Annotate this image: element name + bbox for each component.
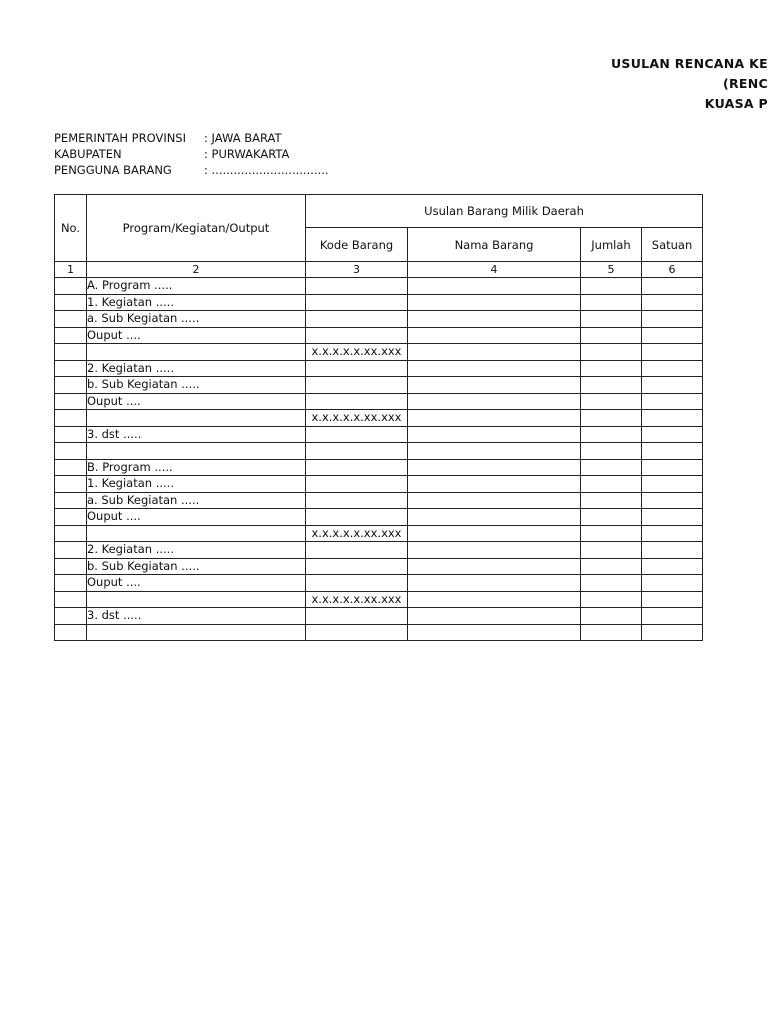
meta-value: : PURWAKARTA xyxy=(204,147,290,161)
cell-no xyxy=(55,410,87,427)
cell-no xyxy=(55,476,87,493)
cell-nama-barang xyxy=(408,591,581,608)
cell-program xyxy=(87,410,306,427)
table-row xyxy=(55,360,703,377)
cell-program: b. Sub Kegiatan ..... xyxy=(87,377,306,394)
cell-program: Ouput .... xyxy=(87,509,306,526)
meta-row-provinsi xyxy=(54,130,329,146)
table-row xyxy=(55,311,703,328)
cell-kode-barang xyxy=(306,393,408,410)
cell-kode-barang xyxy=(306,311,408,328)
header-no: No. xyxy=(55,195,87,262)
header-program: Program/Kegiatan/Output xyxy=(87,195,306,262)
cell-program xyxy=(87,591,306,608)
cell-jumlah xyxy=(581,624,642,641)
table-row xyxy=(55,492,703,509)
table-row xyxy=(55,327,703,344)
cell-satuan xyxy=(642,327,703,344)
cell-jumlah xyxy=(581,426,642,443)
cell-kode-barang xyxy=(306,509,408,526)
cell-kode-barang xyxy=(306,492,408,509)
cell-nama-barang xyxy=(408,525,581,542)
table-row xyxy=(55,476,703,493)
cell-kode-barang xyxy=(306,608,408,625)
cell-no xyxy=(55,608,87,625)
cell-satuan xyxy=(642,624,703,641)
cell-program xyxy=(87,443,306,460)
cell-satuan xyxy=(642,558,703,575)
cell-kode-barang xyxy=(306,443,408,460)
cell-jumlah xyxy=(581,525,642,542)
cell-program xyxy=(87,525,306,542)
cell-nama-barang xyxy=(408,492,581,509)
cell-no xyxy=(55,426,87,443)
cell-nama-barang xyxy=(408,294,581,311)
cell-satuan xyxy=(642,443,703,460)
cell-kode-barang xyxy=(306,294,408,311)
cell-no xyxy=(55,294,87,311)
cell-no xyxy=(55,509,87,526)
cell-program: 2. Kegiatan ..... xyxy=(87,542,306,559)
cell-nama-barang xyxy=(408,476,581,493)
cell-jumlah xyxy=(581,344,642,361)
cell-jumlah xyxy=(581,542,642,559)
cell-nama-barang xyxy=(408,575,581,592)
meta-value: : ................................ xyxy=(204,163,329,177)
cell-jumlah xyxy=(581,591,642,608)
cell-satuan xyxy=(642,311,703,328)
table-row xyxy=(55,608,703,625)
cell-nama-barang xyxy=(408,327,581,344)
cell-kode-barang: x.x.x.x.x.xx.xxx xyxy=(306,525,408,542)
cell-program: 1. Kegiatan ..... xyxy=(87,476,306,493)
cell-jumlah xyxy=(581,278,642,295)
cell-program: 3. dst ..... xyxy=(87,426,306,443)
cell-program: 2. Kegiatan ..... xyxy=(87,360,306,377)
meta-value: : JAWA BARAT xyxy=(204,131,282,145)
cell-no xyxy=(55,492,87,509)
cell-no xyxy=(55,443,87,460)
cell-no xyxy=(55,360,87,377)
cell-nama-barang xyxy=(408,278,581,295)
cell-jumlah xyxy=(581,294,642,311)
cell-jumlah xyxy=(581,360,642,377)
cell-no xyxy=(55,278,87,295)
cell-no xyxy=(55,575,87,592)
meta-row-kabupaten xyxy=(54,146,329,162)
cell-no xyxy=(55,558,87,575)
table-body xyxy=(55,278,703,641)
cell-satuan xyxy=(642,492,703,509)
cell-program: Ouput .... xyxy=(87,393,306,410)
cell-jumlah xyxy=(581,377,642,394)
table-row xyxy=(55,426,703,443)
column-number: 5 xyxy=(581,262,642,278)
cell-kode-barang: x.x.x.x.x.xx.xxx xyxy=(306,591,408,608)
cell-satuan xyxy=(642,542,703,559)
cell-satuan xyxy=(642,525,703,542)
table-row xyxy=(55,525,703,542)
cell-satuan xyxy=(642,608,703,625)
table-row xyxy=(55,509,703,526)
cell-kode-barang xyxy=(306,459,408,476)
cell-program xyxy=(87,624,306,641)
cell-program: a. Sub Kegiatan ..... xyxy=(87,492,306,509)
cell-kode-barang: x.x.x.x.x.xx.xxx xyxy=(306,344,408,361)
table-row xyxy=(55,393,703,410)
cell-kode-barang xyxy=(306,624,408,641)
column-number: 6 xyxy=(642,262,703,278)
table-row xyxy=(55,410,703,427)
cell-satuan xyxy=(642,476,703,493)
cell-kode-barang xyxy=(306,575,408,592)
cell-jumlah xyxy=(581,558,642,575)
cell-satuan xyxy=(642,278,703,295)
cell-kode-barang xyxy=(306,327,408,344)
table-row xyxy=(55,542,703,559)
cell-nama-barang xyxy=(408,360,581,377)
header-satuan: Satuan xyxy=(642,228,703,262)
table-row xyxy=(55,459,703,476)
header-nama-barang: Nama Barang xyxy=(408,228,581,262)
column-number: 3 xyxy=(306,262,408,278)
cell-kode-barang xyxy=(306,476,408,493)
cell-nama-barang xyxy=(408,377,581,394)
usulan-table xyxy=(54,194,703,641)
column-number: 4 xyxy=(408,262,581,278)
document-title-line-2: (RENC xyxy=(722,76,768,91)
cell-program: b. Sub Kegiatan ..... xyxy=(87,558,306,575)
cell-kode-barang xyxy=(306,360,408,377)
cell-no xyxy=(55,393,87,410)
document-meta xyxy=(54,130,329,178)
meta-label: KABUPATEN xyxy=(54,147,122,161)
cell-nama-barang xyxy=(408,443,581,460)
cell-nama-barang xyxy=(408,624,581,641)
meta-label: PENGGUNA BARANG xyxy=(54,163,172,177)
cell-nama-barang xyxy=(408,410,581,427)
header-usulan-group: Usulan Barang Milik Daerah xyxy=(306,195,703,228)
cell-satuan xyxy=(642,459,703,476)
cell-no xyxy=(55,591,87,608)
cell-kode-barang xyxy=(306,426,408,443)
cell-nama-barang xyxy=(408,542,581,559)
table-row xyxy=(55,558,703,575)
cell-satuan xyxy=(642,344,703,361)
cell-jumlah xyxy=(581,327,642,344)
cell-nama-barang xyxy=(408,459,581,476)
cell-program: a. Sub Kegiatan ..... xyxy=(87,311,306,328)
cell-nama-barang xyxy=(408,558,581,575)
cell-kode-barang xyxy=(306,377,408,394)
cell-kode-barang xyxy=(306,278,408,295)
cell-program: Ouput .... xyxy=(87,327,306,344)
cell-no xyxy=(55,624,87,641)
cell-jumlah xyxy=(581,410,642,427)
cell-satuan xyxy=(642,393,703,410)
cell-no xyxy=(55,459,87,476)
meta-row-pengguna-barang xyxy=(54,162,329,178)
table-row xyxy=(55,344,703,361)
table-row xyxy=(55,377,703,394)
column-number: 2 xyxy=(87,262,306,278)
cell-program: 3. dst ..... xyxy=(87,608,306,625)
cell-nama-barang xyxy=(408,393,581,410)
cell-jumlah xyxy=(581,509,642,526)
cell-program xyxy=(87,344,306,361)
cell-no xyxy=(55,377,87,394)
cell-no xyxy=(55,542,87,559)
cell-jumlah xyxy=(581,311,642,328)
cell-nama-barang xyxy=(408,509,581,526)
cell-nama-barang xyxy=(408,311,581,328)
cell-program: 1. Kegiatan ..... xyxy=(87,294,306,311)
cell-program: Ouput .... xyxy=(87,575,306,592)
table-row xyxy=(55,624,703,641)
cell-jumlah xyxy=(581,575,642,592)
cell-satuan xyxy=(642,377,703,394)
cell-no xyxy=(55,344,87,361)
cell-nama-barang xyxy=(408,426,581,443)
cell-satuan xyxy=(642,591,703,608)
cell-jumlah xyxy=(581,459,642,476)
table-row xyxy=(55,443,703,460)
cell-nama-barang xyxy=(408,608,581,625)
cell-satuan xyxy=(642,360,703,377)
cell-jumlah xyxy=(581,608,642,625)
document-title-line-3: KUASA P xyxy=(704,96,768,111)
cell-no xyxy=(55,525,87,542)
cell-jumlah xyxy=(581,476,642,493)
cell-satuan xyxy=(642,294,703,311)
column-number: 1 xyxy=(55,262,87,278)
cell-program: A. Program ..... xyxy=(87,278,306,295)
table-row xyxy=(55,278,703,295)
cell-jumlah xyxy=(581,443,642,460)
cell-jumlah xyxy=(581,393,642,410)
cell-kode-barang: x.x.x.x.x.xx.xxx xyxy=(306,410,408,427)
cell-satuan xyxy=(642,410,703,427)
cell-jumlah xyxy=(581,492,642,509)
cell-program: B. Program ..... xyxy=(87,459,306,476)
header-jumlah: Jumlah xyxy=(581,228,642,262)
cell-no xyxy=(55,327,87,344)
cell-satuan xyxy=(642,426,703,443)
cell-kode-barang xyxy=(306,558,408,575)
meta-label: PEMERINTAH PROVINSI xyxy=(54,131,187,145)
cell-satuan xyxy=(642,575,703,592)
document-title-line-1: USULAN RENCANA KE xyxy=(610,56,768,71)
table-row xyxy=(55,575,703,592)
table-row xyxy=(55,294,703,311)
table-row xyxy=(55,591,703,608)
cell-satuan xyxy=(642,509,703,526)
header-kode-barang: Kode Barang xyxy=(306,228,408,262)
cell-no xyxy=(55,311,87,328)
cell-kode-barang xyxy=(306,542,408,559)
cell-nama-barang xyxy=(408,344,581,361)
